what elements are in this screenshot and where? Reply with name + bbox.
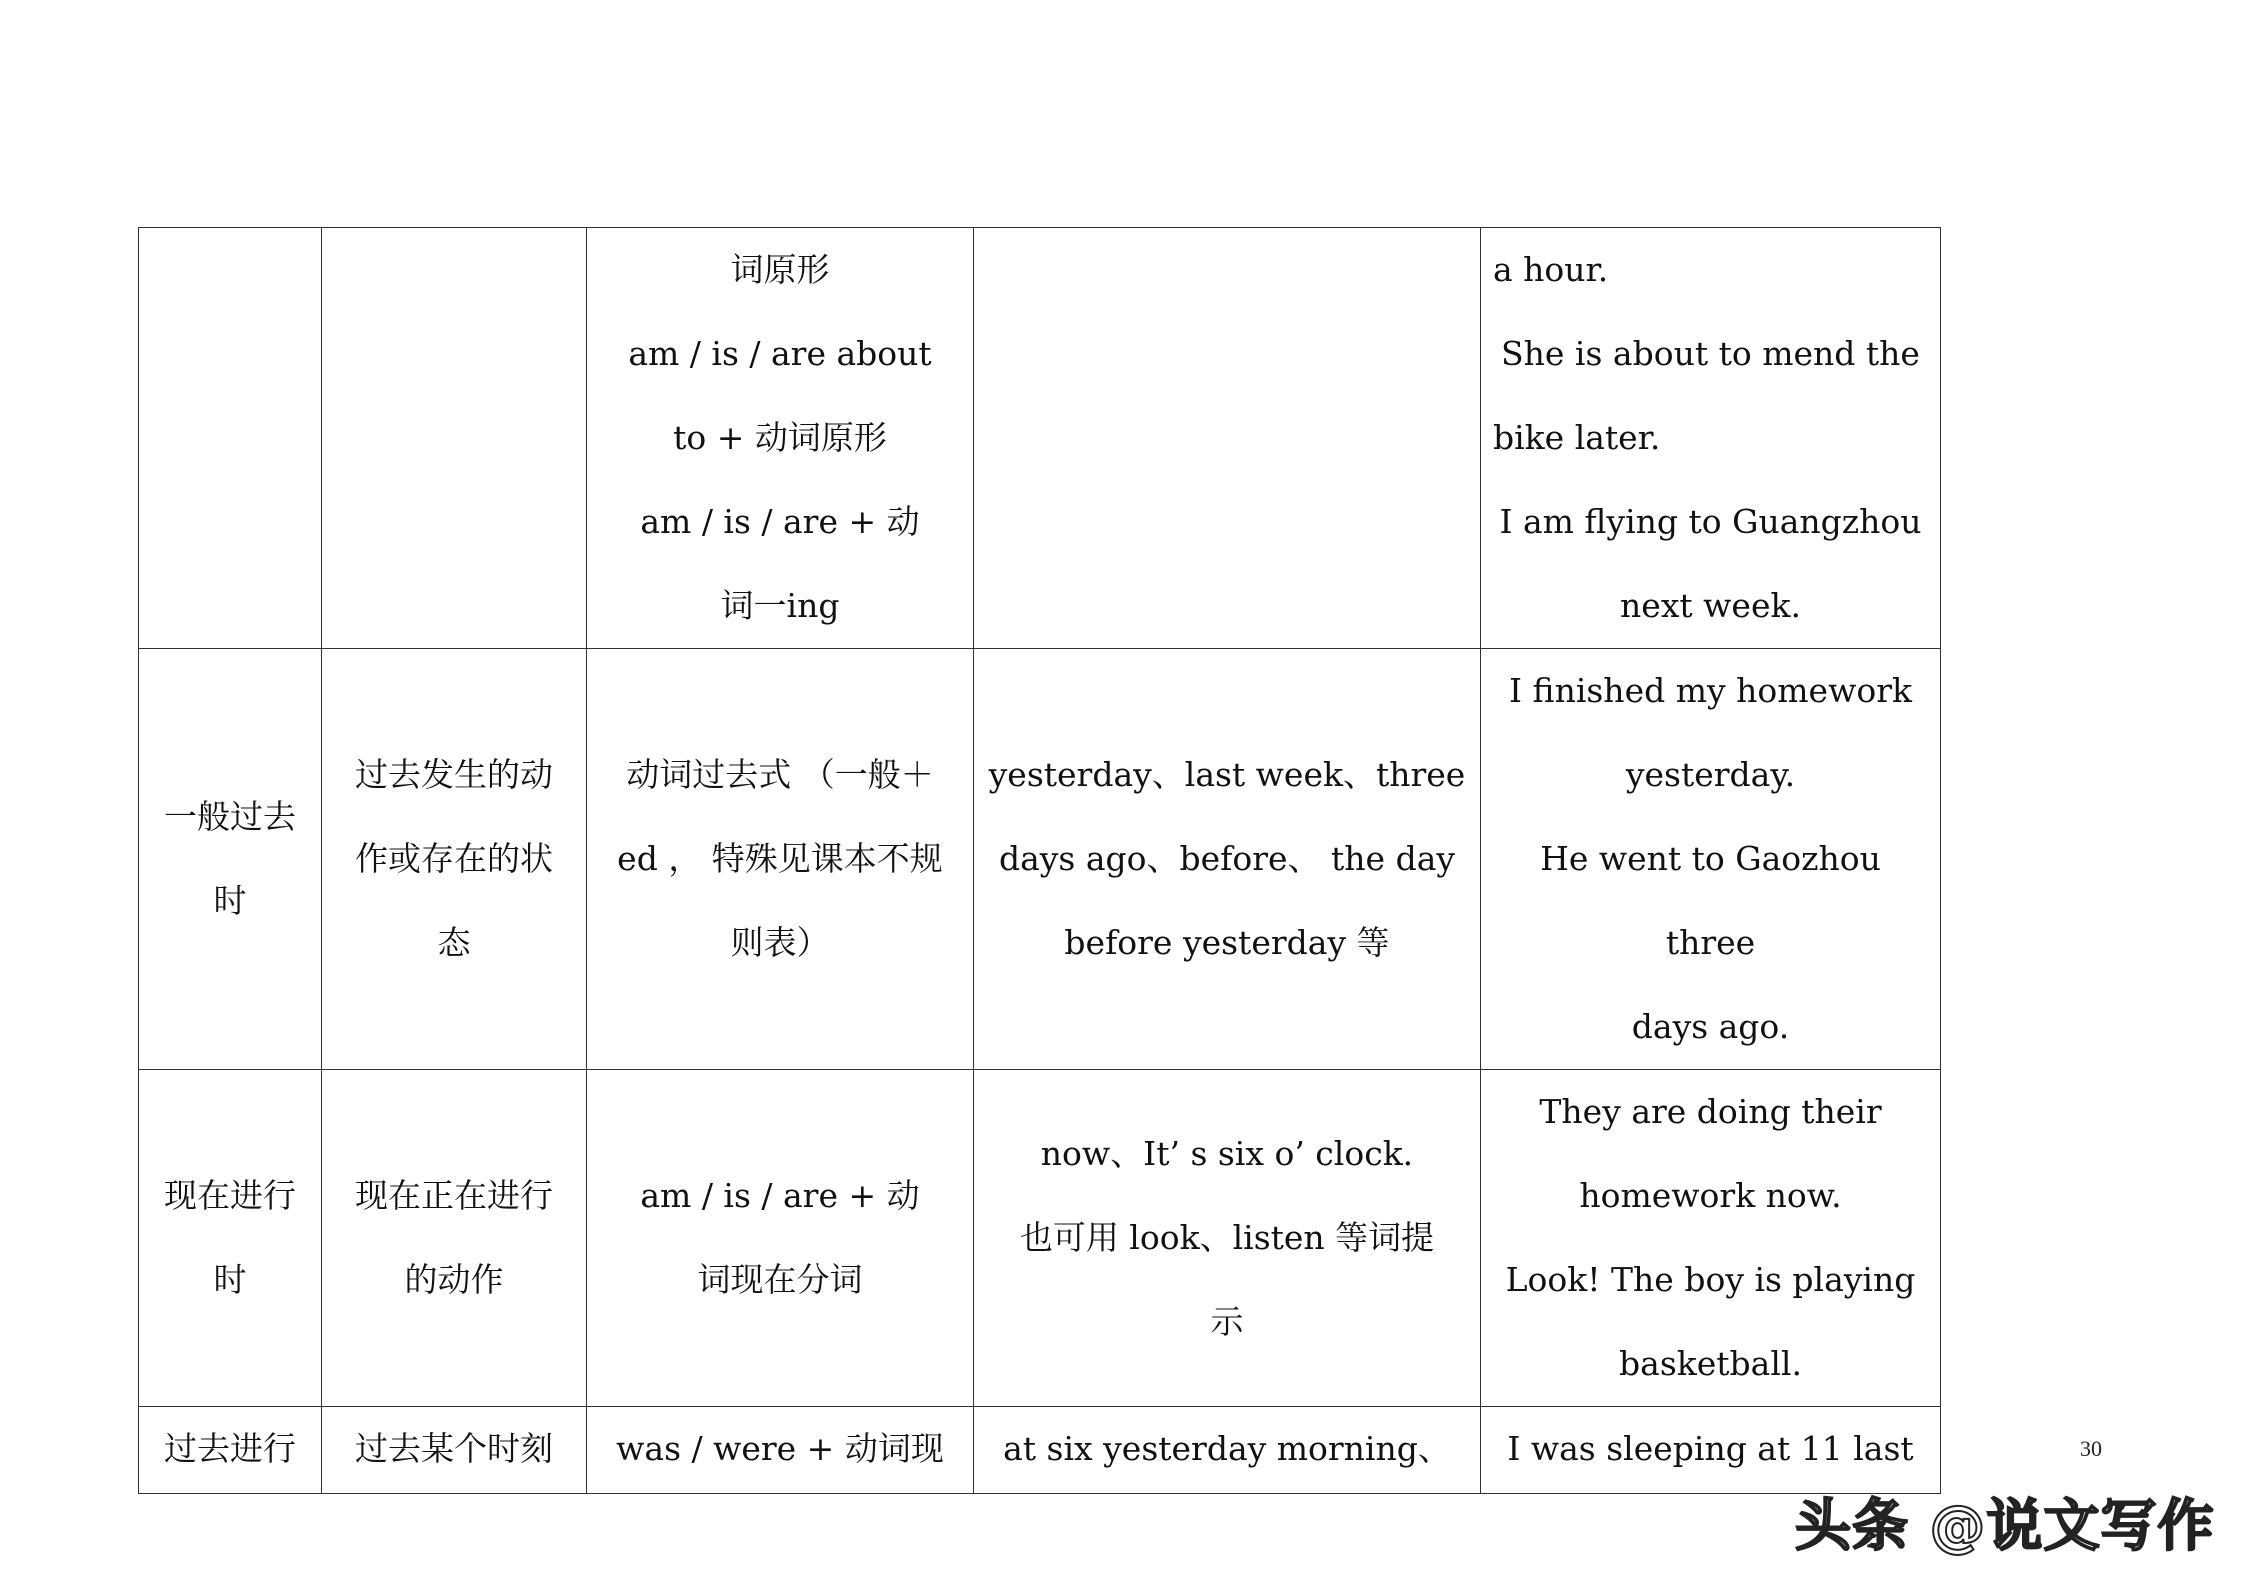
cell-line: before yesterday 等 xyxy=(1064,923,1390,962)
cell-line: at six yesterday morning、 xyxy=(1003,1429,1451,1468)
cell-line: a hour. xyxy=(1493,250,1609,289)
example-cell xyxy=(1481,1070,1941,1407)
cell-line: am / is / are + 动 xyxy=(640,502,920,541)
table-row xyxy=(139,1407,1941,1494)
cell-line: 时 xyxy=(213,881,247,920)
table-row xyxy=(139,1070,1941,1407)
cell-line: ed ， 特殊见课本不规 xyxy=(617,839,943,878)
tense-name-cell xyxy=(139,1070,322,1407)
example-cell xyxy=(1481,228,1941,649)
cell-line: days ago. xyxy=(1631,1007,1790,1046)
usage-cell xyxy=(322,649,587,1070)
cell-line: 动词过去式 （一般＋ xyxy=(626,755,934,794)
usage-cell xyxy=(322,1070,587,1407)
cell-line: He went to Gaozhou three xyxy=(1540,839,1881,962)
cell-line: I am flying to Guangzhou xyxy=(1499,502,1922,541)
cell-line: homework now. xyxy=(1579,1176,1842,1215)
cell-line: next week. xyxy=(1620,586,1801,625)
structure-cell xyxy=(587,228,974,649)
cell-line: I was sleeping at 11 last xyxy=(1507,1429,1914,1468)
cell-line: yesterday、last week、three xyxy=(988,755,1466,794)
cell-line: She is about to mend the xyxy=(1501,334,1920,373)
cell-line: basketball. xyxy=(1619,1344,1802,1383)
cell-line: Look! The boy is playing xyxy=(1505,1260,1916,1299)
time-markers-cell xyxy=(974,1070,1481,1407)
cell-line: was / were + 动词现 xyxy=(616,1429,944,1468)
watermark-text: 头条 @说文写作 xyxy=(1795,1494,2215,1559)
cell-line: 现在进行 xyxy=(164,1176,296,1215)
time-markers-cell xyxy=(974,649,1481,1070)
cell-line: 现在正在进行 xyxy=(355,1176,553,1215)
cell-line: yesterday. xyxy=(1625,755,1796,794)
cell-line: am / is / are about xyxy=(628,334,932,373)
usage-cell xyxy=(322,1407,587,1494)
cell-line: 过去进行 xyxy=(164,1429,296,1468)
cell-line: 过去某个时刻 xyxy=(355,1429,553,1468)
cell-line: 态 xyxy=(437,923,471,962)
cell-line: now、It’ s six o’ clock. xyxy=(1040,1134,1414,1173)
cell-line: 词一ing xyxy=(720,586,840,625)
cell-line: They are doing their xyxy=(1539,1092,1882,1131)
cell-line: 词原形 xyxy=(730,250,830,289)
table-row xyxy=(139,228,1941,649)
structure-cell xyxy=(587,1407,974,1494)
structure-cell xyxy=(587,649,974,1070)
cell-line: 过去发生的动 xyxy=(355,755,553,794)
time-markers-cell xyxy=(974,1407,1481,1494)
tense-name-cell xyxy=(139,649,322,1070)
cell-line: am / is / are + 动 xyxy=(640,1176,920,1215)
cell-line: 一般过去 xyxy=(164,797,296,836)
table-row xyxy=(139,649,1941,1070)
time-markers-cell xyxy=(974,228,1481,649)
tense-name-cell xyxy=(139,228,322,649)
cell-line: 时 xyxy=(213,1260,247,1299)
cell-line: I finished my homework xyxy=(1509,671,1912,710)
cell-line: 词现在分词 xyxy=(697,1260,863,1299)
grammar-tense-table xyxy=(138,227,1941,1494)
cell-line: bike later. xyxy=(1493,418,1661,457)
cell-line: 作或存在的状 xyxy=(355,839,553,878)
usage-cell xyxy=(322,228,587,649)
cell-line: 的动作 xyxy=(404,1260,504,1299)
tense-name-cell xyxy=(139,1407,322,1494)
structure-cell xyxy=(587,1070,974,1407)
cell-line: to + 动词原形 xyxy=(673,418,887,457)
page-number: 30 xyxy=(2080,1436,2102,1461)
cell-line: 则表） xyxy=(730,923,830,962)
cell-line: 也可用 look、listen 等词提 xyxy=(1019,1218,1435,1257)
example-cell xyxy=(1481,1407,1941,1494)
cell-line: days ago、before、 the day xyxy=(998,839,1456,878)
example-cell xyxy=(1481,649,1941,1070)
cell-line: 示 xyxy=(1210,1302,1244,1341)
